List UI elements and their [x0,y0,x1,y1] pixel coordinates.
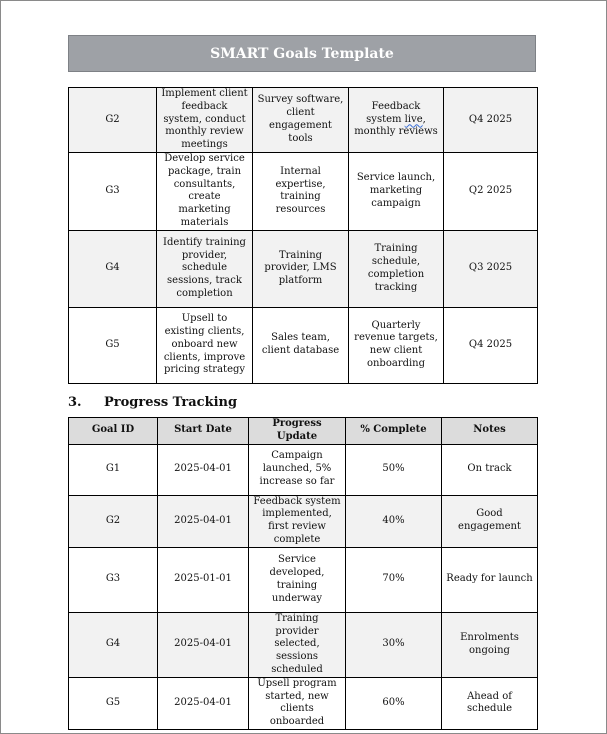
table-row [69,444,538,495]
action-cell: Implement client feedback system, conduct monthly review meetings [157,88,253,153]
goal-id-cell: G5 [69,677,158,729]
resources-cell: Training provider, LMS platform [253,230,349,307]
spellcheck-flag[interactable]: live [404,113,423,125]
deadline-cell: Q4 2025 [444,88,538,153]
goals-table [68,87,538,384]
section-heading [68,395,237,410]
table-row [69,677,538,729]
table-row [69,307,538,383]
measure-text: , monthly reviews [354,113,438,138]
progress-table [68,417,538,730]
column-header-progress-update: Progress Update [249,418,346,445]
progress-update-cell: Upsell program started, new clients onboarded [249,677,346,729]
measure-cell: Quarterly revenue targets, new client onboarding [349,307,444,383]
start-date-cell: 2025-04-01 [158,444,249,495]
notes-cell: Enrolments ongoing [442,612,538,677]
start-date-cell: 2025-04-01 [158,612,249,677]
notes-cell: Ahead of schedule [442,677,538,729]
deadline-cell: Q4 2025 [444,307,538,383]
table-row [69,152,538,230]
document-title: SMART Goals Template [68,35,536,72]
goal-id-cell: G2 [69,495,158,547]
notes-cell: Ready for launch [442,547,538,612]
goal-id-cell: G2 [69,88,157,153]
resources-cell: Survey software, client engagement tools [253,88,349,153]
start-date-cell: 2025-04-01 [158,677,249,729]
action-cell: Upsell to existing clients, onboard new clients, improve pricing strategy [157,307,253,383]
percent-complete-cell: 50% [346,444,442,495]
measure-text: Feedback system [366,100,421,125]
progress-update-cell: Training provider selected, sessions scheduled [249,612,346,677]
table-row [69,495,538,547]
column-header-goal-id: Goal ID [69,418,158,445]
progress-update-cell: Service developed, training underway [249,547,346,612]
resources-cell: Internal expertise, training resources [253,152,349,230]
resources-cell: Sales team, client database [253,307,349,383]
action-cell: Develop service package, train consultants, create marketing materials [157,152,253,230]
measure-cell: Training schedule, completion tracking [349,230,444,307]
progress-update-cell: Feedback system implemented, first review complete [249,495,346,547]
progress-update-cell: Campaign launched, 5% increase so far [249,444,346,495]
measure-cell [349,88,444,153]
goal-id-cell: G4 [69,230,157,307]
notes-cell: On track [442,444,538,495]
goal-id-cell: G3 [69,547,158,612]
start-date-cell: 2025-04-01 [158,495,249,547]
goal-id-cell: G1 [69,444,158,495]
notes-cell: Good engagement [442,495,538,547]
goal-id-cell: G5 [69,307,157,383]
goal-id-cell: G4 [69,612,158,677]
table-row [69,547,538,612]
section-number: 3. [68,395,82,410]
goal-id-cell: G3 [69,152,157,230]
start-date-cell: 2025-01-01 [158,547,249,612]
deadline-cell: Q3 2025 [444,230,538,307]
deadline-cell: Q2 2025 [444,152,538,230]
table-row [69,612,538,677]
column-header-percent-complete: % Complete [346,418,442,445]
table-row [69,88,538,153]
percent-complete-cell: 70% [346,547,442,612]
percent-complete-cell: 40% [346,495,442,547]
action-cell: Identify training provider, schedule sessions, track completion [157,230,253,307]
percent-complete-cell: 60% [346,677,442,729]
percent-complete-cell: 30% [346,612,442,677]
table-row [69,230,538,307]
measure-cell: Service launch, marketing campaign [349,152,444,230]
section-title: Progress Tracking [104,395,238,410]
column-header-start-date: Start Date [158,418,249,445]
table-header-row [69,418,538,445]
column-header-notes: Notes [442,418,538,445]
